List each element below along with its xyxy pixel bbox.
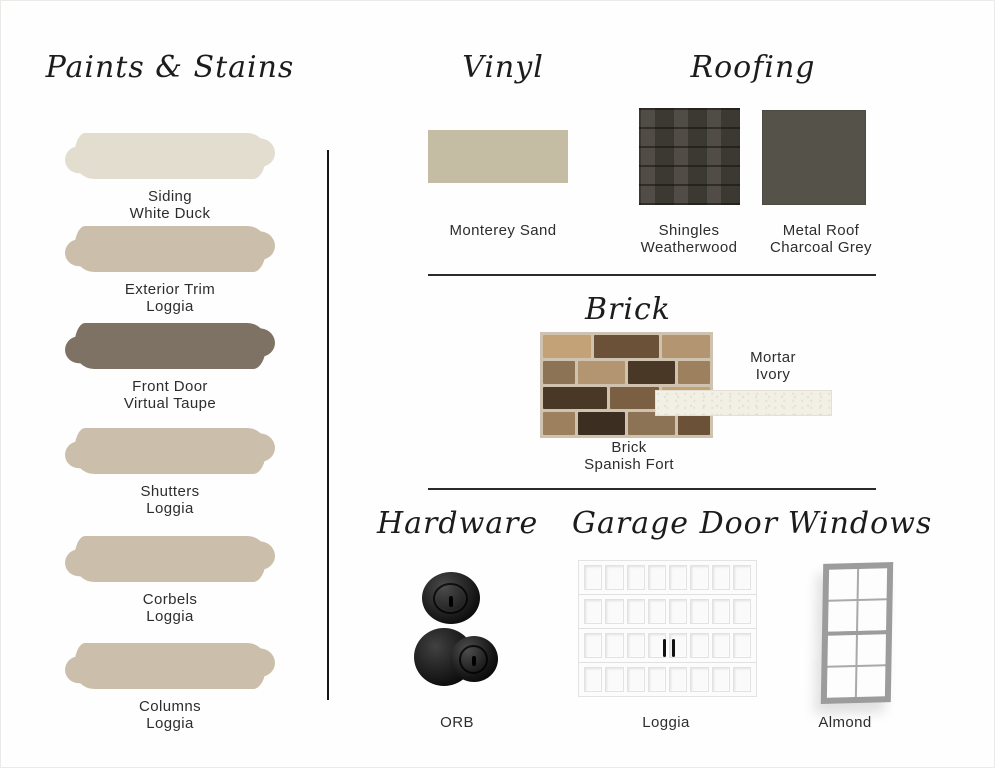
window-lower-sash (827, 634, 886, 698)
brick-label: Brick Spanish Fort (584, 439, 674, 474)
garage-panel (712, 667, 730, 692)
window-pane (827, 667, 856, 698)
garage-panel (733, 565, 751, 590)
brick (578, 361, 625, 384)
metal-roof-label: Metal Roof Charcoal Grey (770, 222, 872, 257)
garage-panel (627, 633, 645, 658)
garage-panel (669, 667, 687, 692)
exterior-trim-label: Exterior Trim Loggia (124, 281, 216, 316)
horizontal-divider-top (428, 274, 876, 276)
metal-roof-swatch (762, 110, 866, 205)
paint-swatch-exterior-trim (58, 226, 282, 316)
brick (662, 335, 710, 358)
garage-panel (690, 633, 708, 658)
paint-swatch-shutters (58, 428, 282, 518)
garage-door-panels (579, 594, 756, 628)
columns-label: Columns Loggia (139, 698, 201, 733)
brick (628, 361, 675, 384)
vinyl-heading: Vinyl (462, 50, 544, 85)
garage-panel (733, 633, 751, 658)
horizontal-divider-bottom (428, 488, 876, 490)
siding-label: Siding White Duck (129, 188, 211, 223)
garage-panel (627, 667, 645, 692)
garage-panel (648, 565, 666, 590)
brick-row (543, 361, 710, 384)
vinyl-swatch (428, 130, 568, 183)
shingles-label: Shingles Weatherwood (640, 222, 738, 257)
garage-door-label: Loggia (642, 714, 690, 731)
brick (543, 335, 591, 358)
brick (543, 412, 575, 435)
brick (678, 361, 710, 384)
brick-heading: Brick (585, 292, 671, 327)
hardware-label: ORB (440, 714, 474, 731)
garage-door-panels (579, 561, 756, 594)
window-pane (857, 634, 886, 665)
brick (594, 335, 658, 358)
garage-panel (648, 667, 666, 692)
windows-label: Almond (818, 714, 872, 731)
front-door-label: Front Door Virtual Taupe (123, 378, 217, 413)
garage-door-handles (662, 639, 676, 657)
window-pane (857, 666, 886, 697)
garage-door-panels (579, 662, 756, 696)
vertical-divider (327, 150, 329, 700)
shutters-label: Shutters Loggia (140, 483, 200, 518)
brick (543, 387, 607, 410)
corbels-label: Corbels Loggia (142, 591, 198, 626)
deadbolt-knob (422, 572, 480, 624)
garage-panel (712, 633, 730, 658)
hardware-knobs-image (408, 568, 518, 708)
garage-panel (627, 599, 645, 624)
window-pane (827, 635, 856, 666)
window-pane (859, 568, 888, 599)
paint-swatch-corbels (58, 536, 282, 626)
brick (543, 361, 575, 384)
vinyl-label: Monterey Sand (449, 222, 557, 239)
garage-panel (605, 599, 623, 624)
window-pane (828, 601, 857, 632)
garage-panel (605, 565, 623, 590)
garage-panel (669, 599, 687, 624)
garage-panel (733, 667, 751, 692)
garage-panel (584, 565, 602, 590)
garage-door-heading: Garage Door (572, 506, 779, 541)
garage-panel (584, 599, 602, 624)
garage-panel (712, 599, 730, 624)
garage-panel (584, 667, 602, 692)
garage-panel (690, 667, 708, 692)
hardware-heading: Hardware (377, 506, 539, 541)
windows-heading: Windows (787, 506, 933, 541)
brick-row (543, 335, 710, 358)
garage-panel (733, 599, 751, 624)
roofing-heading: Roofing (690, 50, 816, 85)
shutters-swatch (74, 428, 266, 474)
garage-door-image (578, 560, 757, 697)
paint-swatch-front-door (58, 323, 282, 413)
garage-panel (712, 565, 730, 590)
corbels-swatch (74, 536, 266, 582)
mortar-swatch (655, 390, 832, 416)
garage-panel (605, 667, 623, 692)
window-pane (829, 569, 858, 600)
brick (610, 387, 658, 410)
siding-swatch (74, 133, 266, 179)
garage-panel (584, 633, 602, 658)
paint-swatch-siding (58, 133, 282, 223)
garage-panel (648, 599, 666, 624)
door-knob (450, 636, 498, 682)
paints-stains-heading: Paints & Stains (45, 50, 295, 85)
garage-panel (627, 565, 645, 590)
exterior-trim-swatch (74, 226, 266, 272)
shingles-swatch (639, 108, 740, 205)
garage-panel (690, 565, 708, 590)
front-door-swatch (74, 323, 266, 369)
window-image (821, 562, 893, 704)
brick (578, 412, 625, 435)
garage-panel (690, 599, 708, 624)
columns-swatch (74, 643, 266, 689)
garage-panel (669, 565, 687, 590)
mortar-label: Mortar Ivory (750, 349, 796, 384)
garage-panel (605, 633, 623, 658)
paint-swatch-columns (58, 643, 282, 733)
window-upper-sash (828, 568, 887, 632)
window-pane (858, 600, 887, 631)
brick-swatch (540, 332, 713, 438)
